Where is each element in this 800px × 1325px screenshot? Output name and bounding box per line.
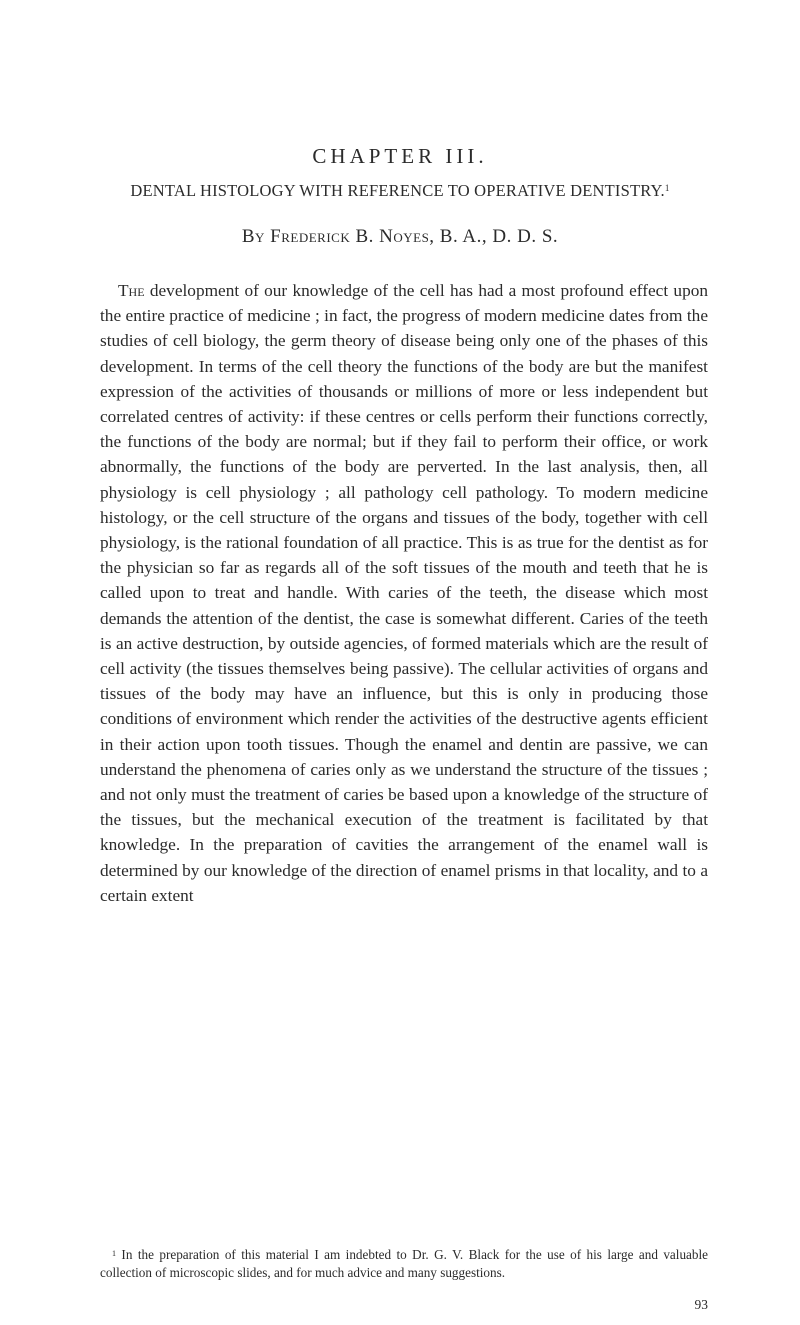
footnote-reference: 1 (664, 183, 670, 193)
page-number: 93 (694, 1297, 708, 1312)
byline-prefix: By (241, 226, 265, 247)
chapter-heading: CHAPTER III. (312, 144, 488, 168)
paragraph-text: development of our knowledge of the cell has had a most profound effect upon the entire practice of medicine ; in fact, the progress of modern medicine dates from the studies of cell biology, the germ theory of disease being only one of the phases of this development. In terms of the cell theory the functions of the body are but the manifest expression of the activities of thousands or millions of more or less independent but correlated centres of activity: if these centres or cells perform their functions correctly, the functions of the body are normal; but if they fail to perform their office, or work abnormally, the functions of the body are perverted. In the last analysis, then, all physiology is cell physiology ; all pathology cell pathology. To modern medicine histology, or the cell structure of the organs and tissues of the body, together with cell physiology, is the rational foundation of all practice. This is as true for the dentist as for the physician so far as regards all of the soft tissues of the mouth and teeth that he is called upon to treat and handle. With caries of the teeth, the disease which most demands the attention of the dentist, the case is somewhat different. Caries of the teeth is an active destruction, by outside agencies, of formed materials which are the result of cell activity (the tissues themselves being passive). The cellular activities of organs and tissues of the body may have an influence, but this is only in producing those conditions of environment which render the activities of the destructive agents efficient in their action upon tooth tissues. Though the enamel and dentin are passive, we can understand the phenomena of caries only as we understand the structure of the tissues ; and not only must the treatment of caries be based upon a knowledge of the structure of the tissues, but the mechanical execution of the treatment is facilitated by that knowledge. In the preparation of cavities the arrangement of the enamel wall is determined by our knowledge of the direction of enamel prisms in that locality, and to a certain extent (100, 281, 708, 905)
footnote (100, 1246, 708, 1281)
paragraph-lead-word: The (118, 281, 145, 300)
body-paragraph (100, 278, 708, 908)
author-name: Frederick B. Noyes, B. A., D. D. S. (270, 226, 559, 247)
footnote-marker: 1 (112, 1249, 116, 1258)
footnote-text: In the preparation of this material I am indebted to Dr. G. V. Black for the use of his large and valuable collection of microscopic slides, and for much advice and many suggestions. (100, 1247, 709, 1280)
chapter-title (60, 180, 740, 201)
chapter-title-text: DENTAL HISTOLOGY WITH REFERENCE TO OPERATIVE DENTISTRY. (130, 181, 665, 200)
author-byline (0, 226, 800, 248)
